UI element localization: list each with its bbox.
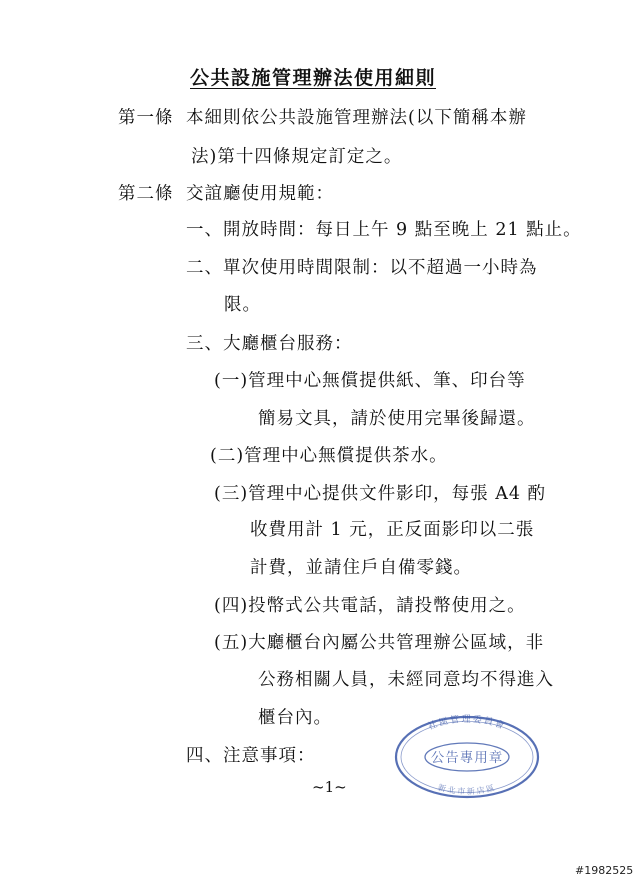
article-1-label: 第一條 (118, 108, 174, 128)
article-2-sub-2: (二)管理中心無償提供茶水。 (210, 446, 448, 466)
article-2-sub-3-line-2: 收費用計 1 元，正反面影印以二張 (250, 520, 535, 540)
article-2-sub-4: (四)投幣式公共電話，請投幣使用之。 (214, 596, 526, 616)
article-2-sub-1-line-2: 簡易文具，請於使用完畢後歸還。 (258, 409, 536, 429)
article-2-label: 第二條 (118, 184, 174, 204)
document-title: 公共設施管理辦法使用細則 (190, 67, 437, 89)
article-2-sub-5-line-1: (五)大廳櫃台內屬公共管理辦公區域，非 (214, 633, 545, 653)
svg-text:公告專用章: 公告專用章 (430, 750, 504, 766)
article-2-sub-1-line-1: (一)管理中心無償提供紙、筆、印台等 (214, 371, 526, 391)
article-2-item-1: 一、開放時間：每日上午 9 點至晚上 21 點止。 (186, 220, 582, 240)
article-2-item-3: 三、大廳櫃台服務： (186, 334, 353, 354)
article-2-heading: 交誼廳使用規範： (186, 184, 334, 204)
article-2-sub-3-line-1: (三)管理中心提供文件影印，每張 A4 酌 (214, 484, 547, 504)
official-seal-stamp (393, 714, 541, 800)
document-id-watermark: #1982525 (575, 864, 634, 877)
article-2-sub-3-line-3: 計費，並請住戶自備零錢。 (250, 558, 472, 578)
article-2-item-4: 四、注意事項： (186, 746, 316, 766)
article-1-text-line-1: 本細則依公共設施管理辦法(以下簡稱本辦 (186, 108, 527, 128)
article-2-sub-5-line-2: 公務相關人員，未經同意均不得進入 (258, 670, 554, 690)
svg-text:新北市新店區: 新北市新店區 (436, 782, 498, 797)
article-2-sub-5-line-3: 櫃台內。 (258, 708, 332, 728)
article-2-item-2-line-1: 二、單次使用時間限制：以不超過一小時為 (186, 258, 538, 278)
svg-text:社區管理委員會: 社區管理委員會 (426, 715, 508, 733)
article-1-text-line-2: 法)第十四條規定訂定之。 (191, 147, 403, 167)
page-number: ~1~ (312, 778, 347, 796)
article-2-item-2-line-2: 限。 (224, 295, 261, 315)
